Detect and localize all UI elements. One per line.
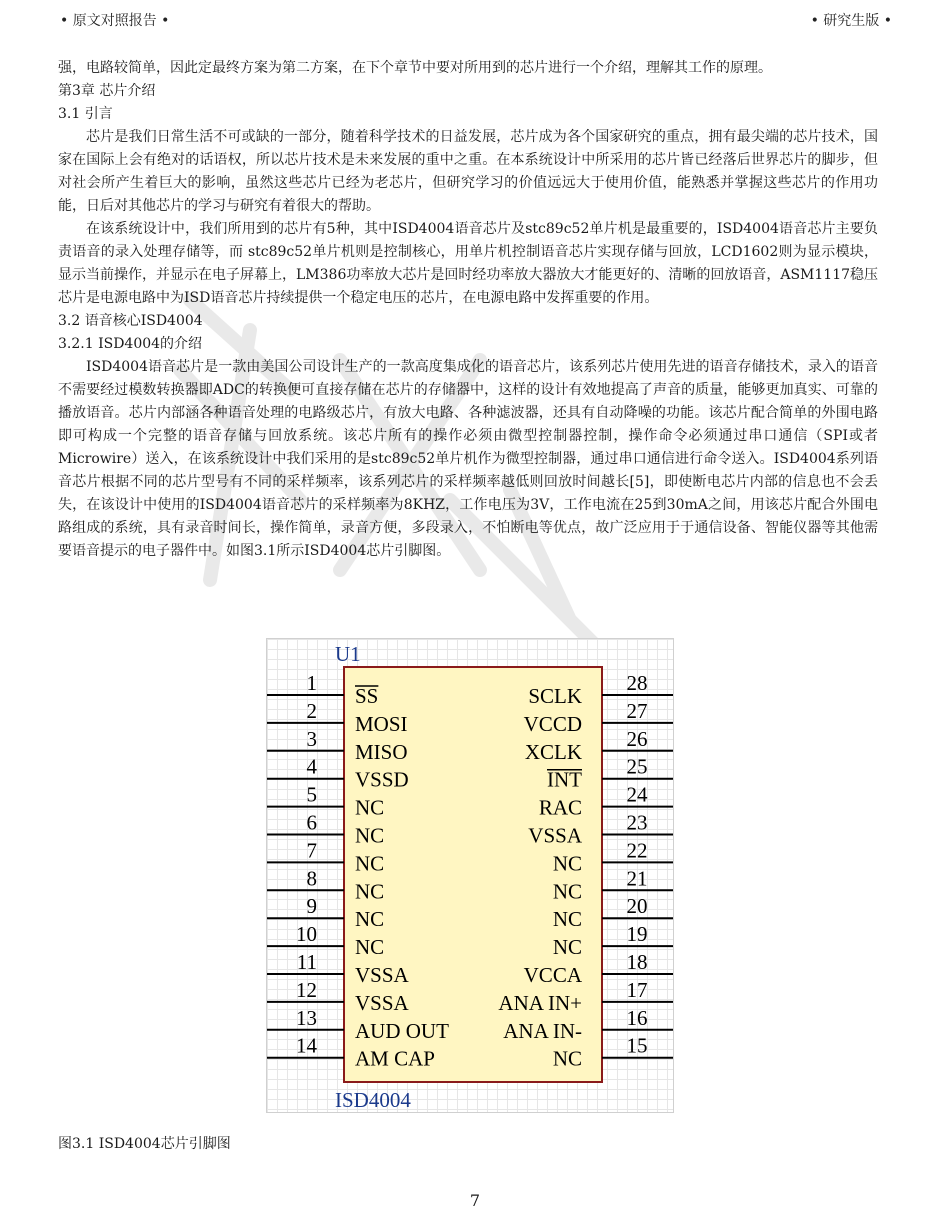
section-heading-3-2: 3.2 语音核心ISD4004: [58, 313, 203, 329]
pin-number: 19: [626, 922, 648, 947]
chip-designator: U1: [335, 642, 361, 666]
pin-number: 11: [296, 950, 317, 974]
pin-name: AUD OUT: [355, 1018, 449, 1043]
pin-number: 25: [626, 754, 648, 779]
pin-name: AM CAP: [355, 1046, 435, 1071]
pin-number: 26: [626, 726, 648, 751]
pin-name: NC: [355, 879, 385, 904]
pin-name: NC: [552, 851, 582, 876]
document-body: [58, 57, 878, 563]
pin-name: NC: [552, 935, 582, 960]
pin-name: NC: [355, 907, 385, 932]
pin-number: 3: [306, 726, 317, 751]
pin-name: XCLK: [524, 739, 582, 764]
pin-name: NC: [355, 795, 385, 820]
pin-name: NC: [552, 907, 582, 932]
pin-number: 27: [626, 698, 648, 723]
pin-name: MOSI: [355, 711, 408, 736]
pin-name: NC: [355, 851, 385, 876]
pin-name: VSSA: [355, 990, 409, 1015]
pin-number: 16: [626, 1005, 648, 1030]
pin-name: RAC: [538, 795, 582, 820]
pin-number: 12: [296, 977, 317, 1002]
pin-number: 17: [626, 977, 648, 1002]
pin-name: MISO: [355, 739, 408, 764]
pin-number: 6: [306, 810, 317, 835]
pin-name: VSSD: [355, 767, 409, 792]
pin-name: NC: [355, 823, 385, 848]
pin-number: 24: [626, 782, 648, 807]
pin-number: 8: [306, 866, 317, 891]
chip-pinout-diagram: [267, 639, 673, 1112]
pin-name: VSSA: [528, 823, 582, 848]
pin-number: 15: [626, 1033, 648, 1058]
figure-caption: 图3.1 ISD4004芯片引脚图: [58, 1136, 231, 1152]
pin-number: 18: [626, 950, 648, 974]
pin-name: SS: [355, 684, 379, 708]
pin-number: 9: [306, 894, 317, 919]
chip-part-name: ISD4004: [335, 1088, 411, 1112]
paragraph-isd4004: ISD4004语音芯片是一款由美国公司设计生产的一款高度集成化的语音芯片，该系列芯片使用先进的语音存储技术，录入的语音不需要经过模数转换器即ADC的转换便可直接存储在芯片的存储器中，这样的设计有效地提高了声音的质量，能够更加真实、可靠的播放语音。芯片内部涵各种语音处理的电路级芯片，有放大电路、各种滤波器，还具有自动降噪的功能。该芯片配合简单的外围电路即可构成一个完整的语音存储与回放系统。该芯片所有的操作必须由微型控制器控制，操作命令必须通过串口通信（SPI或者Microwire）送入，在该系统设计中我们采用的是stc89c52单片机作为微型控制器，通过串口通信进行命令送入。ISD4004系列语音芯片根据不同的芯片型号有不同的采样频率，该系列芯片的采样频率越低则回放时间越长[5]，即使断电芯片内部的信息也不会丢失，在该设计中使用的ISD4004语音芯片的采样频率为8KHZ，工作电压为3V，工作电流在25到30mA之间，用该芯片配合外围电路组成的系统，具有录音时间长，操作简单，录音方便，多段录入，不怕断电等优点，故广泛应用于于通信设备、智能仪器等其他需要语音提示的电子器件中。如图3.1所示ISD4004芯片引脚图。: [58, 359, 878, 559]
pin-number: 28: [626, 671, 648, 695]
pin-number: 5: [306, 782, 317, 807]
pin-number: 20: [626, 894, 648, 919]
pin-name: NC: [552, 879, 582, 904]
pin-name: NC: [552, 1046, 582, 1071]
header-left-label: • 原文对照报告 •: [60, 13, 170, 29]
paragraph-chips: 在该系统设计中，我们所用到的芯片有5种，其中ISD4004语音芯片及stc89c52单片机是最重要的，ISD4004语音芯片主要负责语音的录入处理存储等，而 stc89c52单片机则是控制核心，用单片机控制语音芯片实现存储与回放，LCD1602则为显示模块，显示当前操作，并显示在电子屏幕上，LM386功率放大芯片是回时经功率放大器放大才能更好的、清晰的回放语音，ASM1117稳压芯片是电源电路中为ISD语音芯片持续提供一个稳定电压的芯片，在电源电路中发挥重要的作用。: [58, 221, 879, 306]
pin-number: 2: [306, 698, 317, 723]
pin-name: INT: [547, 767, 582, 792]
pin-name: VCCA: [523, 963, 582, 987]
section-heading-3-1: 3.1 引言: [58, 106, 113, 122]
chip-pinout-figure: [266, 638, 674, 1113]
pin-number: 10: [296, 922, 317, 947]
paragraph-intro: 芯片是我们日常生活不可或缺的一部分，随着科学技术的日益发展，芯片成为各个国家研究的重点，拥有最尖端的芯片技术，国家在国际上会有绝对的话语权，所以芯片技术是未来发展的重中之重。在本系统设计中所采用的芯片皆已经落后世界芯片的脚步，但对社会所产生着巨大的影响，虽然这些芯片已经为老芯片，但研究学习的价值远远大于使用价值，能熟悉并掌握这些芯片的作用功能，日后对其他芯片的学习与研究有着很大的帮助。: [58, 129, 878, 214]
pin-number: 1: [306, 671, 317, 695]
chapter-heading: 第3章 芯片介绍: [58, 83, 156, 99]
pin-number: 4: [306, 754, 317, 779]
pin-number: 23: [626, 810, 648, 835]
pin-name: ANA IN+: [498, 990, 582, 1015]
pin-number: 22: [626, 838, 648, 863]
pin-number: 14: [296, 1033, 317, 1058]
pin-number: 13: [296, 1005, 317, 1030]
pin-name: VSSA: [355, 963, 409, 987]
pin-name: NC: [355, 935, 385, 960]
page-number: 7: [469, 1191, 481, 1210]
pin-number: 7: [306, 838, 317, 863]
section-heading-3-2-1: 3.2.1 ISD4004的介绍: [58, 336, 203, 352]
paragraph-continuation: 强，电路较简单，因此定最终方案为第二方案，在下个章节中要对所用到的芯片进行一个介绍，理解其工作的原理。: [58, 60, 772, 76]
pin-number: 21: [626, 866, 648, 891]
pin-name: VCCD: [523, 711, 582, 736]
pin-name: ANA IN-: [503, 1018, 582, 1043]
pin-name: SCLK: [528, 684, 582, 708]
header-right-label: • 研究生版 •: [810, 13, 892, 29]
